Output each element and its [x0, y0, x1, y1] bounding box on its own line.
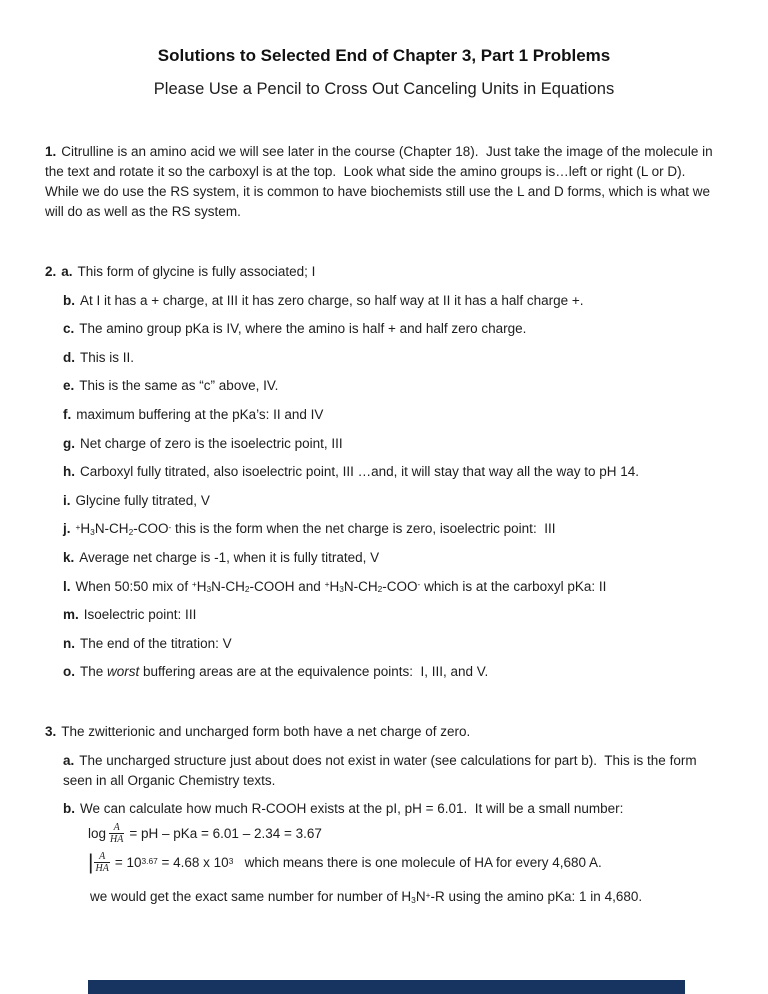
page-subtitle: Please Use a Pencil to Cross Out Canceling Units in Equations — [153, 80, 615, 98]
equation-1-rhs: = pH – pKa = 6.01 – 2.34 = 3.67 — [129, 826, 322, 842]
item-letter-b: b. — [63, 292, 75, 308]
item-letter-i: i. — [63, 492, 71, 508]
equation-2-rhs: = $10^{3.67} = 4.68$ x $10^3$ which means there is one molecule of HA for every 4,680 A. — [114, 855, 602, 871]
item-text-m: Isoelectric point: III — [83, 607, 197, 623]
problem-2-item-l — [63, 577, 728, 597]
item-text-f: maximum buffering at the pKa’s: II and IV — [76, 406, 324, 422]
item-text-o: The worst buffering areas are at the equivalence points: I, III, and V. — [80, 664, 489, 680]
fraction-numerator: A — [113, 822, 120, 834]
problem-3-intro: The zwitterionic and uncharged form both have a net charge of zero. — [61, 724, 471, 740]
problem-2-item-n — [63, 634, 728, 654]
item-letter-l: l. — [63, 578, 71, 594]
item-letter-c: c. — [63, 321, 75, 337]
problem-3 — [45, 722, 728, 742]
equation-log-ratio — [88, 823, 728, 846]
item-letter-3b: b. — [63, 801, 75, 817]
problem-2-item-m — [63, 605, 728, 625]
problem-3-item-a — [63, 751, 728, 791]
item-letter-j: j. — [63, 521, 71, 537]
equation-ratio-value — [88, 852, 728, 875]
problem-2-item-h — [63, 462, 728, 482]
item-letter-h: h. — [63, 464, 75, 480]
problem-1-number: 1. — [45, 144, 57, 159]
problem-2-item-g — [63, 434, 728, 454]
problem-2-item-e — [63, 376, 728, 396]
item-letter-n: n. — [63, 635, 75, 651]
item-text-3a: The uncharged structure just about does not exist in water (see calculations for part b). This is the form seen in all Organic Chemistry texts. — [63, 753, 701, 789]
problem-2-item-c — [63, 319, 728, 339]
item-text-c: The amino group pKa is IV, where the amino is half + and half zero charge. — [79, 321, 527, 337]
a-over-ha-fraction-2 — [94, 851, 109, 874]
problem-3-item-b — [63, 799, 728, 819]
problem-2-item-a — [45, 262, 728, 282]
item-letter-f: f. — [63, 406, 72, 422]
problem-2-number: 2. — [45, 264, 57, 279]
problem-3-number: 3. — [45, 724, 57, 740]
item-text-l: When 50:50 mix of $^+H_3N-CH_2$-COOH and $^+H_3N-CH_2-COO^-$ which is at the carboxyl pKa: II — [75, 578, 607, 595]
item-text-a: This form of glycine is fully associated; I — [77, 264, 316, 279]
item-letter-o: o. — [63, 664, 75, 680]
page-title: Solutions to Selected End of Chapter 3, Part 1 Problems — [157, 46, 611, 65]
next-page-edge — [88, 980, 685, 994]
item-text-h: Carboxyl fully titrated, also isoelectric point, III …and, it will stay that way all the way to pH 14. — [80, 464, 639, 480]
item-text-b: At I it has a + charge, at III it has zero charge, so half way at II it has a half charge +. — [80, 292, 584, 308]
item-letter-g: g. — [63, 435, 75, 451]
item-text-k: Average net charge is -1, when it is fully titrated, V — [79, 549, 380, 565]
problem-2-item-k — [63, 548, 728, 568]
item-letter-k: k. — [63, 549, 75, 565]
problem-2-item-d — [63, 348, 728, 368]
item-letter-m: m. — [63, 607, 79, 623]
problem-2-item-b — [63, 291, 728, 311]
item-text-d: This is II. — [80, 349, 135, 365]
item-text-n: The end of the titration: V — [80, 635, 232, 651]
fraction-denominator: HA — [110, 834, 124, 846]
problem-2-item-i — [63, 491, 728, 511]
item-letter-e: e. — [63, 378, 75, 394]
fraction-numerator-2: A — [99, 851, 106, 863]
item-letter-d: d. — [63, 349, 75, 365]
problem-1-text: Citrulline is an amino acid we will see later in the course (Chapter 18). Just take the image of the molecule in the text and rotate it so the carboxyl is at the top. Look what side the amino groups is…left or right (L or D). While we do use the RS system, it is common to have biochemists still use the L and D forms, which is what we will do as well as the RS system. — [45, 144, 717, 219]
item-text-e: This is the same as “c” above, IV. — [79, 378, 279, 394]
fraction-denominator-2: HA — [95, 863, 109, 875]
vertical-bar-glyph: | — [88, 850, 94, 874]
item-letter-3a: a. — [63, 753, 75, 769]
item-text-j: $^+H_3N-CH_2-COO^-$ this is the form when the net charge is zero, isoelectric point: III — [75, 521, 556, 538]
item-text-3b: We can calculate how much R-COOH exists at the pI, pH = 6.01. It will be a small number: — [80, 801, 624, 817]
problem-2-item-j — [63, 519, 728, 539]
item-text-g: Net charge of zero is the isoelectric point, III — [80, 435, 343, 451]
closing-note: we would get the exact same number for number of $H_3N^+-R$ using the amino pKa: 1 in 4,680. — [90, 889, 643, 906]
problem-2-item-o — [63, 662, 728, 682]
problem-2-item-f — [63, 405, 728, 425]
problem-1 — [45, 142, 726, 222]
item-text-i: Glycine fully titrated, V — [75, 492, 210, 508]
a-over-ha-fraction — [109, 822, 124, 845]
log-operator: log — [88, 826, 107, 842]
item-letter-a: a. — [61, 264, 73, 279]
